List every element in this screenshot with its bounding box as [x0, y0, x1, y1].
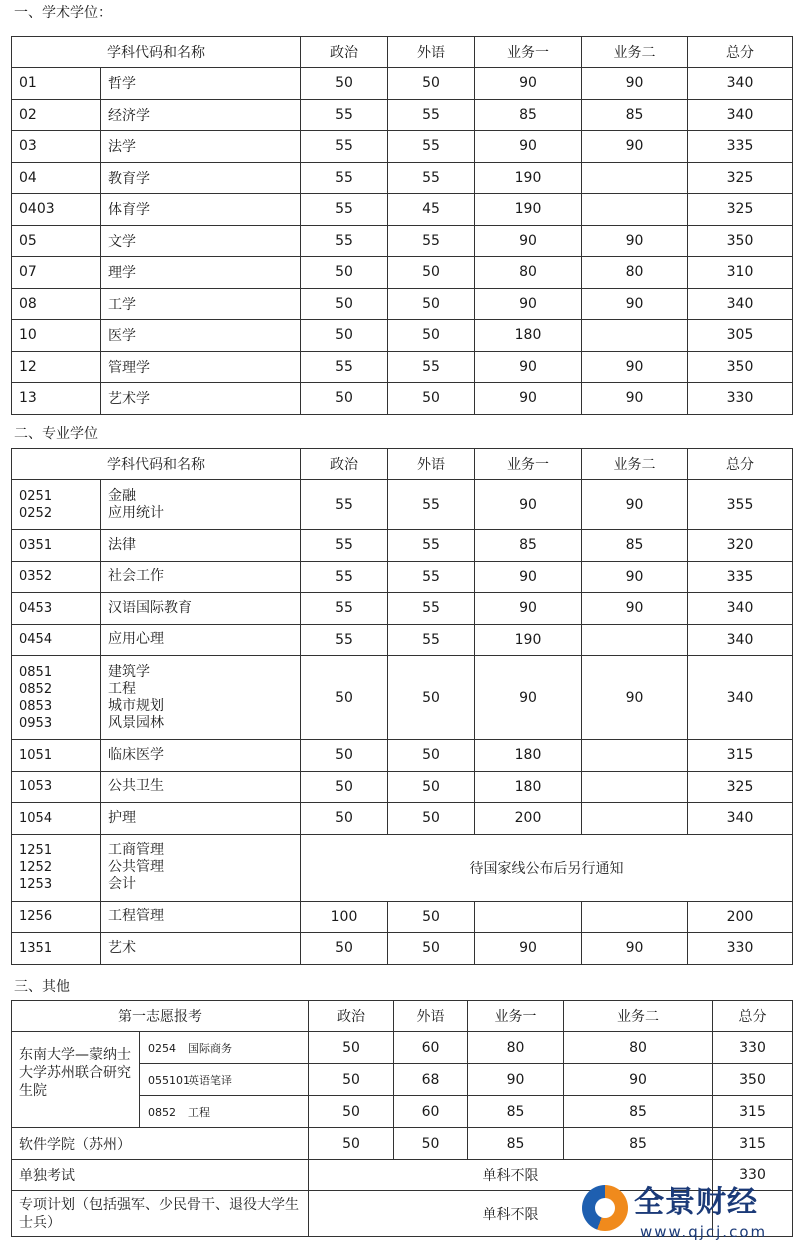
subject-code: 10 — [12, 320, 101, 352]
business1-cell: 190 — [475, 162, 582, 194]
table-row — [12, 530, 793, 562]
subject-name: 理学 — [101, 257, 301, 289]
subject-code — [12, 771, 101, 803]
business2-cell: 90 — [582, 593, 688, 625]
language-cell: 50 — [388, 320, 475, 352]
table-row — [12, 624, 793, 656]
language-cell: 50 — [388, 933, 475, 965]
politics-cell: 55 — [301, 194, 388, 226]
brand-logo-icon — [582, 1185, 628, 1231]
academic-degree-table — [11, 36, 793, 415]
watermark — [582, 1183, 794, 1243]
language-cell: 50 — [388, 656, 475, 740]
total-cell: 340 — [688, 593, 793, 625]
subject-name: 医学 — [101, 320, 301, 352]
subject-name-line: 艺术 — [108, 939, 136, 956]
subject-code-line: 0453 — [19, 600, 53, 616]
header-cell: 业务一 — [468, 1001, 564, 1032]
subject-name: 教育学 — [101, 162, 301, 194]
total-cell: 325 — [688, 162, 793, 194]
total-cell: 340 — [688, 68, 793, 100]
total-cell: 335 — [688, 561, 793, 593]
subject-code-line: 1256 — [19, 909, 53, 925]
business2-cell — [582, 162, 688, 194]
subject-name: 经济学 — [101, 99, 301, 131]
language-cell: 50 — [394, 1128, 468, 1160]
politics-cell: 55 — [301, 351, 388, 383]
business1-cell: 180 — [475, 771, 582, 803]
subject-code — [12, 561, 101, 593]
business2-cell — [582, 624, 688, 656]
business2-cell: 80 — [564, 1032, 713, 1064]
subject-code — [12, 834, 101, 901]
business2-cell — [582, 901, 688, 933]
section-title: 三、其他 — [14, 979, 70, 995]
politics-cell: 55 — [301, 131, 388, 163]
subject-code-line: 0953 — [19, 715, 53, 731]
total-cell: 330 — [713, 1160, 793, 1191]
table-row — [12, 99, 793, 131]
total-cell: 305 — [688, 320, 793, 352]
header-cell: 总分 — [713, 1001, 793, 1032]
note-cell: 单科不限 — [309, 1191, 713, 1237]
table-row — [12, 68, 793, 100]
header-cell: 政治 — [301, 37, 388, 68]
subject-code — [12, 530, 101, 562]
language-cell: 55 — [388, 561, 475, 593]
table-row — [12, 1128, 793, 1160]
language-cell: 55 — [388, 593, 475, 625]
politics-cell: 55 — [301, 624, 388, 656]
table-row — [12, 656, 793, 740]
table-row — [12, 194, 793, 226]
business1-cell: 190 — [475, 194, 582, 226]
header-cell: 总分 — [688, 37, 793, 68]
subject-name-line: 临床医学 — [108, 746, 164, 763]
politics-cell: 50 — [309, 1032, 394, 1064]
subject-name — [101, 656, 301, 740]
language-cell: 55 — [388, 624, 475, 656]
subject-name — [101, 834, 301, 901]
politics-cell: 50 — [301, 656, 388, 740]
subject-code: 12 — [12, 351, 101, 383]
politics-cell: 50 — [301, 771, 388, 803]
language-cell: 50 — [388, 257, 475, 289]
language-cell: 55 — [388, 131, 475, 163]
section-title: 一、学术学位： — [14, 5, 112, 21]
language-cell: 60 — [394, 1096, 468, 1128]
language-cell: 55 — [388, 480, 475, 530]
table-row — [12, 933, 793, 965]
politics-cell: 50 — [309, 1128, 394, 1160]
program-name: 软件学院（苏州） — [12, 1128, 309, 1160]
table-row — [12, 131, 793, 163]
program-cell — [140, 1032, 309, 1064]
business1-cell: 90 — [475, 131, 582, 163]
politics-cell: 55 — [301, 530, 388, 562]
business2-cell: 90 — [582, 933, 688, 965]
brand-name: 全景财经 — [634, 1185, 758, 1220]
subject-code-line: 0352 — [19, 569, 53, 585]
language-cell: 55 — [388, 225, 475, 257]
total-cell: 340 — [688, 656, 793, 740]
business1-cell: 90 — [475, 225, 582, 257]
header-cell: 业务一 — [475, 449, 582, 480]
header-cell: 业务一 — [475, 37, 582, 68]
language-cell: 50 — [388, 771, 475, 803]
subject-name-line: 城市规划 — [108, 697, 164, 714]
business2-cell — [582, 803, 688, 835]
table-row — [12, 1032, 793, 1064]
header-cell: 学科代码和名称 — [12, 449, 301, 480]
total-cell: 350 — [713, 1064, 793, 1096]
subject-name-line: 工程管理 — [108, 908, 164, 925]
total-cell: 335 — [688, 131, 793, 163]
business2-cell: 90 — [582, 288, 688, 320]
language-cell: 55 — [388, 162, 475, 194]
program-code: 055101 — [148, 1073, 190, 1087]
total-cell: 315 — [713, 1128, 793, 1160]
subject-code — [12, 656, 101, 740]
subject-name-line: 会计 — [108, 876, 136, 892]
business1-cell: 90 — [475, 351, 582, 383]
business2-cell: 90 — [582, 131, 688, 163]
total-cell: 325 — [688, 771, 793, 803]
business1-cell: 180 — [475, 740, 582, 772]
business2-cell: 85 — [582, 530, 688, 562]
subject-name: 体育学 — [101, 194, 301, 226]
program-code: 0852 — [148, 1105, 176, 1119]
subject-code-line: 0454 — [19, 632, 53, 648]
politics-cell: 55 — [301, 225, 388, 257]
business2-cell: 80 — [582, 257, 688, 289]
subject-code — [12, 901, 101, 933]
language-cell: 50 — [388, 901, 475, 933]
program-name: 单独考试 — [12, 1160, 309, 1191]
total-cell: 200 — [688, 901, 793, 933]
business1-cell: 85 — [468, 1128, 564, 1160]
business1-cell: 90 — [475, 383, 582, 415]
subject-name: 工学 — [101, 288, 301, 320]
total-cell: 320 — [688, 530, 793, 562]
subject-code — [12, 740, 101, 772]
business2-cell: 85 — [564, 1096, 713, 1128]
subject-name: 管理学 — [101, 351, 301, 383]
total-cell: 330 — [713, 1032, 793, 1064]
header-cell: 业务二 — [582, 37, 688, 68]
table-row — [12, 162, 793, 194]
politics-cell: 50 — [309, 1096, 394, 1128]
table-row — [12, 803, 793, 835]
subject-code — [12, 480, 101, 530]
subject-code: 08 — [12, 288, 101, 320]
politics-cell: 55 — [301, 162, 388, 194]
business2-cell: 90 — [582, 68, 688, 100]
total-cell: 310 — [688, 257, 793, 289]
total-cell: 340 — [688, 288, 793, 320]
header-cell: 学科代码和名称 — [12, 37, 301, 68]
total-cell: 315 — [713, 1096, 793, 1128]
total-cell: 340 — [688, 803, 793, 835]
subject-code-line: 0851 — [19, 664, 53, 680]
table-row — [12, 480, 793, 530]
subject-name — [101, 803, 301, 835]
subject-code: 0403 — [12, 194, 101, 226]
subject-code-line: 1351 — [19, 940, 53, 956]
program-name: 国际商务 — [188, 1041, 232, 1055]
institute-name: 东南大学—蒙纳士大学苏州联合研究生院 — [12, 1032, 140, 1128]
subject-code — [12, 933, 101, 965]
table-row — [12, 771, 793, 803]
total-cell: 315 — [688, 740, 793, 772]
total-cell: 330 — [688, 933, 793, 965]
business2-cell: 90 — [582, 480, 688, 530]
program-cell — [140, 1096, 309, 1128]
table-row — [12, 288, 793, 320]
business2-cell — [582, 320, 688, 352]
subject-code: 02 — [12, 99, 101, 131]
business1-cell: 85 — [468, 1096, 564, 1128]
subject-code-line: 1051 — [19, 747, 53, 763]
subject-name — [101, 901, 301, 933]
subject-name-line: 公共管理 — [108, 859, 164, 875]
header-cell: 外语 — [388, 37, 475, 68]
table-row — [12, 901, 793, 933]
subject-code-line: 1253 — [19, 877, 53, 892]
business2-cell — [582, 771, 688, 803]
subject-name — [101, 740, 301, 772]
total-cell: 330 — [688, 383, 793, 415]
note-cell: 单科不限 — [309, 1160, 713, 1191]
table-row — [12, 593, 793, 625]
subject-name — [101, 530, 301, 562]
business1-cell: 180 — [475, 320, 582, 352]
header-cell: 外语 — [394, 1001, 468, 1032]
language-cell: 50 — [388, 383, 475, 415]
brand-url: www.qjcj.com — [640, 1223, 768, 1241]
subject-code-line: 0251 — [19, 488, 53, 504]
politics-cell: 50 — [301, 68, 388, 100]
header-cell: 政治 — [309, 1001, 394, 1032]
politics-cell: 50 — [301, 740, 388, 772]
business2-cell: 85 — [582, 99, 688, 131]
business1-cell: 80 — [468, 1032, 564, 1064]
business1-cell: 90 — [475, 656, 582, 740]
total-cell: 350 — [688, 225, 793, 257]
table-header-row — [12, 37, 793, 68]
politics-cell: 50 — [301, 383, 388, 415]
subject-name: 哲学 — [101, 68, 301, 100]
language-cell: 55 — [388, 530, 475, 562]
subject-name-line: 工程 — [108, 680, 136, 697]
politics-cell: 50 — [301, 288, 388, 320]
subject-code-line: 0852 — [19, 681, 53, 697]
subject-code — [12, 593, 101, 625]
table-row — [12, 351, 793, 383]
note-cell: 待国家线公布后另行通知 — [301, 834, 793, 901]
politics-cell: 55 — [301, 480, 388, 530]
program-name: 工程 — [188, 1105, 210, 1119]
subject-name-line: 社会工作 — [108, 568, 164, 585]
table-row — [12, 383, 793, 415]
business1-cell — [475, 901, 582, 933]
business1-cell: 90 — [468, 1064, 564, 1096]
language-cell: 45 — [388, 194, 475, 226]
business2-cell — [582, 194, 688, 226]
business2-cell: 85 — [564, 1128, 713, 1160]
subject-code: 07 — [12, 257, 101, 289]
program-cell — [140, 1064, 309, 1096]
business1-cell: 85 — [475, 99, 582, 131]
subject-name-line: 应用心理 — [108, 631, 164, 648]
total-cell: 325 — [688, 194, 793, 226]
language-cell: 55 — [388, 99, 475, 131]
subject-name: 法学 — [101, 131, 301, 163]
language-cell: 50 — [388, 288, 475, 320]
business1-cell: 190 — [475, 624, 582, 656]
subject-code: 03 — [12, 131, 101, 163]
table-header-row — [12, 449, 793, 480]
business1-cell: 90 — [475, 593, 582, 625]
business1-cell: 90 — [475, 288, 582, 320]
business2-cell: 90 — [582, 656, 688, 740]
total-cell: 340 — [688, 99, 793, 131]
business2-cell: 90 — [582, 383, 688, 415]
subject-name-line: 工商管理 — [108, 842, 164, 858]
subject-name — [101, 933, 301, 965]
business2-cell: 90 — [564, 1064, 713, 1096]
politics-cell: 50 — [309, 1064, 394, 1096]
business2-cell: 90 — [582, 561, 688, 593]
politics-cell: 50 — [301, 803, 388, 835]
subject-name — [101, 771, 301, 803]
subject-code: 05 — [12, 225, 101, 257]
subject-code-line: 1053 — [19, 779, 53, 795]
total-cell: 340 — [688, 624, 793, 656]
subject-code-line: 0351 — [19, 537, 53, 553]
subject-name: 文学 — [101, 225, 301, 257]
politics-cell: 50 — [301, 933, 388, 965]
business1-cell: 90 — [475, 933, 582, 965]
subject-name-line: 建筑学 — [108, 663, 150, 680]
language-cell: 50 — [388, 803, 475, 835]
language-cell: 68 — [394, 1064, 468, 1096]
business2-cell: 90 — [582, 351, 688, 383]
subject-code-line: 1054 — [19, 810, 53, 826]
subject-code: 13 — [12, 383, 101, 415]
program-name: 英语笔译 — [188, 1073, 232, 1087]
politics-cell: 100 — [301, 901, 388, 933]
professional-degree-table — [11, 448, 793, 965]
subject-code-line: 0252 — [19, 505, 53, 521]
program-name: 专项计划（包括强军、少民骨干、退役大学生士兵） — [12, 1191, 309, 1237]
politics-cell: 55 — [301, 593, 388, 625]
header-cell: 业务二 — [564, 1001, 713, 1032]
subject-code-line: 1251 — [19, 843, 53, 858]
subject-name — [101, 624, 301, 656]
subject-code — [12, 803, 101, 835]
subject-code-line: 1252 — [19, 860, 53, 875]
business2-cell: 90 — [582, 225, 688, 257]
subject-code — [12, 624, 101, 656]
subject-code: 01 — [12, 68, 101, 100]
section-title: 二、专业学位 — [14, 426, 98, 442]
subject-name-line: 法律 — [108, 536, 136, 553]
subject-code: 04 — [12, 162, 101, 194]
table-row — [12, 225, 793, 257]
politics-cell: 55 — [301, 99, 388, 131]
business1-cell: 85 — [475, 530, 582, 562]
subject-name — [101, 561, 301, 593]
business1-cell: 90 — [475, 480, 582, 530]
program-code: 0254 — [148, 1041, 176, 1055]
table-row — [12, 740, 793, 772]
subject-name-line: 应用统计 — [108, 504, 164, 521]
language-cell: 55 — [388, 351, 475, 383]
subject-name-line: 金融 — [108, 487, 136, 504]
header-cell: 政治 — [301, 449, 388, 480]
table-header-row — [12, 1001, 793, 1032]
header-cell: 外语 — [388, 449, 475, 480]
table-row — [12, 834, 793, 901]
business1-cell: 90 — [475, 561, 582, 593]
subject-name-line: 风景园林 — [108, 714, 164, 731]
subject-name — [101, 593, 301, 625]
table-row — [12, 257, 793, 289]
business2-cell — [582, 740, 688, 772]
table-row — [12, 320, 793, 352]
total-cell: 350 — [688, 351, 793, 383]
business1-cell: 80 — [475, 257, 582, 289]
business1-cell: 90 — [475, 68, 582, 100]
subject-name-line: 公共卫生 — [108, 778, 164, 795]
subject-name-line: 汉语国际教育 — [108, 599, 192, 616]
subject-name — [101, 480, 301, 530]
subject-name-line: 护理 — [108, 809, 136, 826]
subject-code-line: 0853 — [19, 698, 53, 714]
header-cell: 业务二 — [582, 449, 688, 480]
table-row — [12, 561, 793, 593]
politics-cell: 50 — [301, 257, 388, 289]
total-cell: 355 — [688, 480, 793, 530]
header-cell: 第一志愿报考 — [12, 1001, 309, 1032]
language-cell: 50 — [388, 740, 475, 772]
header-cell: 总分 — [688, 449, 793, 480]
politics-cell: 50 — [301, 320, 388, 352]
business1-cell: 200 — [475, 803, 582, 835]
language-cell: 60 — [394, 1032, 468, 1064]
subject-name: 艺术学 — [101, 383, 301, 415]
politics-cell: 55 — [301, 561, 388, 593]
language-cell: 50 — [388, 68, 475, 100]
